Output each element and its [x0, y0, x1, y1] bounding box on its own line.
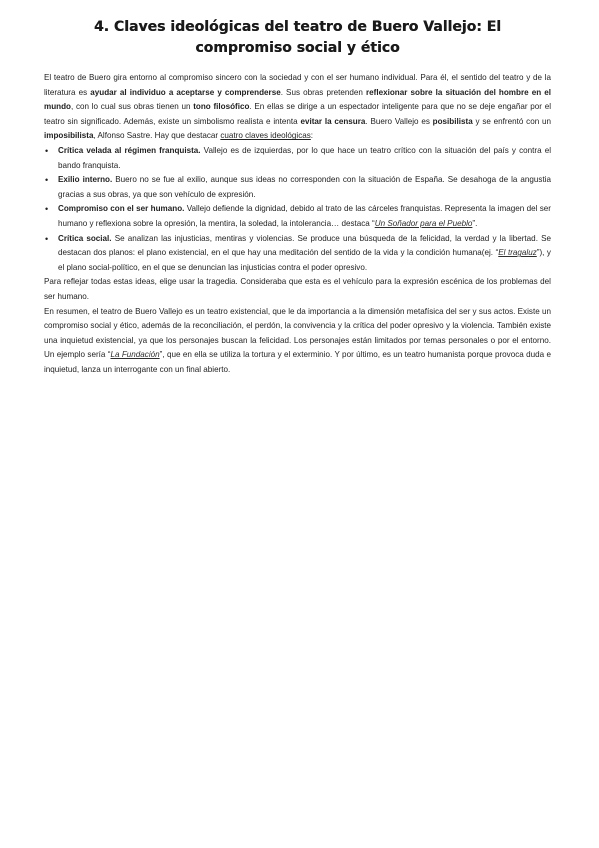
text-run: Vallejo es de izquierdas, por lo que hace un teatro crítico con la situación del país y contra el bando franquista.	[58, 145, 551, 170]
work-title-link[interactable]: Un Soñador para el Pueblo	[374, 218, 473, 228]
bold-run: reflexionar sobre la situación del hombre en el mundo	[44, 87, 552, 112]
text-run: ”), y el plano social-político, en el que se denuncian las injusticias contra el poder opresivo.	[58, 248, 551, 272]
text-run: Vallejo defiende la dignidad, debido al trato de las cárceles franquistas. Representa la imagen del ser humano y reflexiona sobre la opresión, la mentira, la soledad, la intolerancia… destaca “	[58, 204, 551, 228]
intro-paragraph	[44, 71, 551, 144]
text-run: , con lo cual sus obras tienen un	[70, 102, 194, 112]
underlined-run: cuatro claves ideológicas	[220, 131, 311, 141]
bold-run: Crítica velada al régimen franquista.	[58, 145, 201, 155]
bold-run: evitar la censura	[300, 116, 366, 126]
page-title: 4. Claves ideológicas del teatro de Buero Vallejo: El compromiso social y ético	[93, 19, 502, 56]
bullet-icon: •	[45, 204, 49, 215]
text-run: Se analizan las injusticias, mentiras y violencias. Se produce una búsqueda de la felicidad, la verdad y la libertad. Se destacan dos planos: el plano existencial, en el que hay una meditación del sentido de la vida y la condición humana(ej. “	[58, 233, 552, 258]
text-run: . Sus obras pretenden	[280, 87, 367, 97]
text-run: . En ellas se dirige a un espectador inteligente para que no se deje engañar por el teatro sin significado. Además, existe un simbolismo realista e intenta	[44, 102, 551, 126]
text-run: . Buero Vallejo es	[365, 116, 433, 126]
list-item	[44, 173, 551, 202]
text-run: Buero no se fue al exilio, aunque sus ideas no corresponden con la situación de España. Se desahoga de la angustia gracias a sus obras, ya que son vehículo de expresión.	[58, 175, 552, 199]
tragedy-paragraph: Para reflejar todas estas ideas, elige usar la tragedia. Consideraba que esta es el vehículo para la expresión escénica de los problemas del ser humano.	[44, 277, 551, 301]
text-run: :	[310, 131, 314, 141]
text-run: ”, que en ella se utiliza la tortura y el exterminio. Y por último, es un teatro humanista porque provoca duda e inquietud, lanza un interrogante con un final abierto.	[44, 350, 551, 374]
bold-run: ayudar al individuo a aceptarse y comprenderse	[90, 87, 281, 97]
bold-run: Compromiso con el ser humano.	[58, 204, 185, 214]
ideological-keys-list	[44, 144, 551, 275]
list-item	[44, 144, 551, 173]
work-title-link[interactable]: La Fundación	[110, 350, 160, 360]
bold-run: tono filosófico	[193, 102, 250, 112]
text-run: En resumen, el teatro de Buero Vallejo es un teatro existencial, que le da importancia a la dimensión metafísica del ser y sus actos. Existe un compromiso social y ético, además de la reconciliación, el perdón, la convivencia y la crítica del poder opresivo y la violencia. También existe una inquietud existencial, ya que los personajes buscan la felicidad. Los personajes están limitados por temas personales o por el entorno. Un ejemplo sería “	[44, 306, 551, 360]
bold-run: imposibilista	[44, 131, 94, 141]
text-run: El teatro de Buero gira entorno al compromiso sincero con la sociedad y con el ser humano individual. Para él, el sentido del teatro y de la literatura es	[44, 73, 551, 97]
summary-paragraph	[44, 305, 551, 378]
bold-run: Exilio interno.	[58, 175, 113, 185]
list-item	[44, 232, 551, 276]
bullet-icon: •	[45, 145, 49, 156]
bold-run: posibilista	[432, 116, 473, 126]
text-run: y se enfrentó con un	[472, 116, 551, 126]
document-body	[44, 71, 551, 377]
text-run: , Alfonso Sastre. Hay que destacar	[93, 131, 221, 141]
work-title-link[interactable]: El tragaluz	[498, 248, 537, 258]
bullet-icon: •	[45, 233, 49, 244]
text-run: ”.	[472, 218, 478, 228]
list-item	[44, 202, 551, 231]
bullet-icon: •	[45, 175, 49, 186]
bold-run: Crítica social.	[58, 233, 112, 243]
